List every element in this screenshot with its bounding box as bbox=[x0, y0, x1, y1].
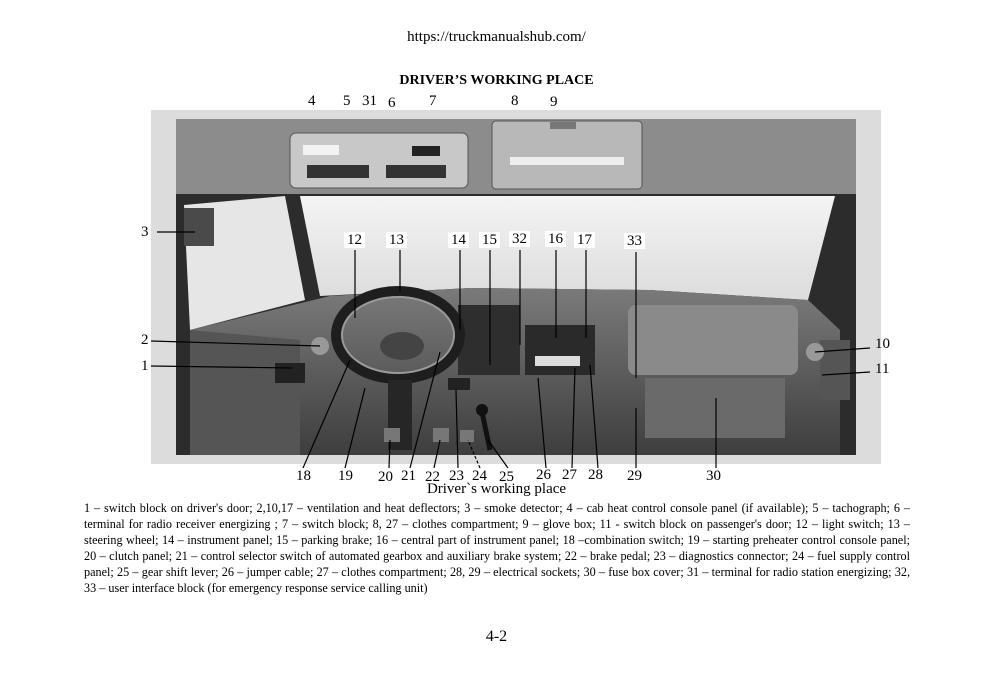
page-title: DRIVER’S WORKING PLACE bbox=[399, 73, 594, 88]
callout-19: 19 bbox=[338, 468, 353, 484]
callout-17: 17 bbox=[574, 232, 595, 248]
callout-4: 4 bbox=[308, 93, 316, 109]
callout-25: 25 bbox=[499, 469, 514, 485]
callout-13: 13 bbox=[386, 232, 407, 248]
callout-11: 11 bbox=[875, 361, 890, 377]
callout-7: 7 bbox=[429, 93, 437, 109]
figure-caption: Driver`s working place bbox=[426, 481, 567, 497]
callout-32: 32 bbox=[509, 231, 530, 247]
callout-27: 27 bbox=[562, 467, 577, 483]
callout-18: 18 bbox=[296, 468, 311, 484]
callout-23: 23 bbox=[449, 468, 464, 484]
callout-14: 14 bbox=[448, 232, 469, 248]
figure-legend: 1 – switch block on driver's door; 2,10,17 – ventilation and heat deflectors; 3 – smoke detector; 4 – cab heat control console panel (if available); 5 – tachograph; 6 – terminal for radio receiver energizing ; 7 – switch block; 8, 27 – clothes compartment; 9 – glove box; 11 - switch block on passenger's door; 12 – light switch; 13 – steering wheel; 14 – instrument panel; 15 – parking brake; 16 – central part of instrument panel; 18 –combination switch; 19 – starting preheater control console panel; 20 – clutch panel; 21 – control selector switch of automated gearbox and auxiliary brake system; 22 – brake pedal; 23 – diagnostics connector; 24 – fuel supply control panel; 25 – gear shift lever; 26 – jumper cable; 27 – clothes compartment; 28, 29 – electrical sockets; 30 – fuse box cover; 31 – terminal for radio station energizing; 32, 33 – user interface block (for emergency response service calling unit) bbox=[84, 501, 910, 595]
callout-22: 22 bbox=[425, 469, 440, 485]
callout-20: 20 bbox=[378, 469, 393, 485]
callout-3: 3 bbox=[141, 224, 149, 240]
callout-5: 5 bbox=[343, 93, 351, 109]
callout-30: 30 bbox=[706, 468, 721, 484]
callout-15: 15 bbox=[479, 232, 500, 248]
callout-21: 21 bbox=[401, 468, 416, 484]
callout-6: 6 bbox=[388, 95, 396, 111]
callout-2: 2 bbox=[141, 332, 149, 348]
callout-33: 33 bbox=[624, 233, 645, 249]
page-url: https://truckmanualshub.com/ bbox=[407, 29, 586, 45]
page-number: 4-2 bbox=[485, 628, 508, 645]
callout-1: 1 bbox=[141, 358, 149, 374]
callout-31: 31 bbox=[362, 93, 377, 109]
callout-8: 8 bbox=[511, 93, 519, 109]
callout-26: 26 bbox=[536, 467, 551, 483]
callout-28: 28 bbox=[588, 467, 603, 483]
callout-12: 12 bbox=[344, 232, 365, 248]
callout-24: 24 bbox=[472, 468, 487, 484]
callout-16: 16 bbox=[545, 231, 566, 247]
callout-29: 29 bbox=[627, 468, 642, 484]
callout-10: 10 bbox=[875, 336, 890, 352]
callout-9: 9 bbox=[550, 94, 558, 110]
